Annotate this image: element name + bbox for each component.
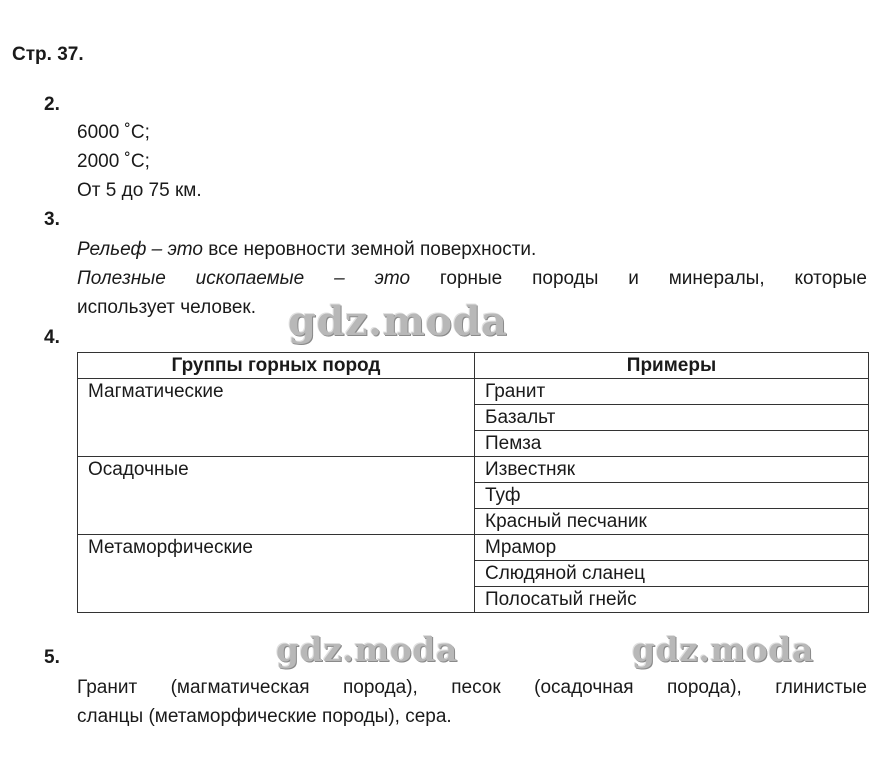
minerals-term: Полезные ископаемые – это bbox=[77, 268, 411, 289]
rock-groups-table bbox=[77, 352, 869, 613]
question-3-number: 3. bbox=[44, 209, 60, 230]
q2-line-2: 2000 ˚С; bbox=[77, 151, 150, 172]
q3-definition-continuation: использует человек. bbox=[77, 297, 256, 318]
example-cell: Мрамор bbox=[475, 535, 869, 561]
q2-line-1: 6000 ˚С; bbox=[77, 122, 150, 143]
watermark: gdz.moda bbox=[276, 630, 458, 669]
q5-line-2: сланцы (метаморфические породы), сера. bbox=[77, 706, 452, 727]
question-5-number: 5. bbox=[44, 647, 60, 668]
column-header-groups: Группы горных пород bbox=[78, 353, 475, 379]
table-row bbox=[78, 535, 869, 561]
q5-line-1: Гранит (магматическая порода), песок (осадочная порода), глинистые bbox=[77, 677, 867, 698]
column-header-examples: Примеры bbox=[475, 353, 869, 379]
group-igneous: Магматические bbox=[78, 379, 475, 457]
table-header-row bbox=[78, 353, 869, 379]
group-sedimentary: Осадочные bbox=[78, 457, 475, 535]
watermark: gdz.moda bbox=[288, 298, 508, 345]
watermark: gdz.moda bbox=[632, 630, 814, 669]
relief-text: все неровности земной поверхности. bbox=[202, 239, 537, 260]
q3-definition-minerals bbox=[77, 264, 867, 293]
q3-definition-relief bbox=[77, 235, 536, 264]
q2-line-3: От 5 до 75 км. bbox=[77, 180, 202, 201]
minerals-text: горные породы и минералы, которые bbox=[410, 268, 867, 289]
example-cell: Полосатый гнейс bbox=[475, 587, 869, 613]
table-row bbox=[78, 379, 869, 405]
example-cell: Базальт bbox=[475, 405, 869, 431]
group-metamorphic: Метаморфические bbox=[78, 535, 475, 613]
example-cell: Красный песчаник bbox=[475, 509, 869, 535]
example-cell: Слюдяной сланец bbox=[475, 561, 869, 587]
example-cell: Известняк bbox=[475, 457, 869, 483]
example-cell: Пемза bbox=[475, 431, 869, 457]
page-title: Стр. 37. bbox=[12, 44, 84, 65]
table-row bbox=[78, 457, 869, 483]
example-cell: Гранит bbox=[475, 379, 869, 405]
question-4-number: 4. bbox=[44, 327, 60, 348]
question-2-number: 2. bbox=[44, 94, 60, 115]
relief-term: Рельеф – это bbox=[77, 239, 203, 260]
example-cell: Туф bbox=[475, 483, 869, 509]
